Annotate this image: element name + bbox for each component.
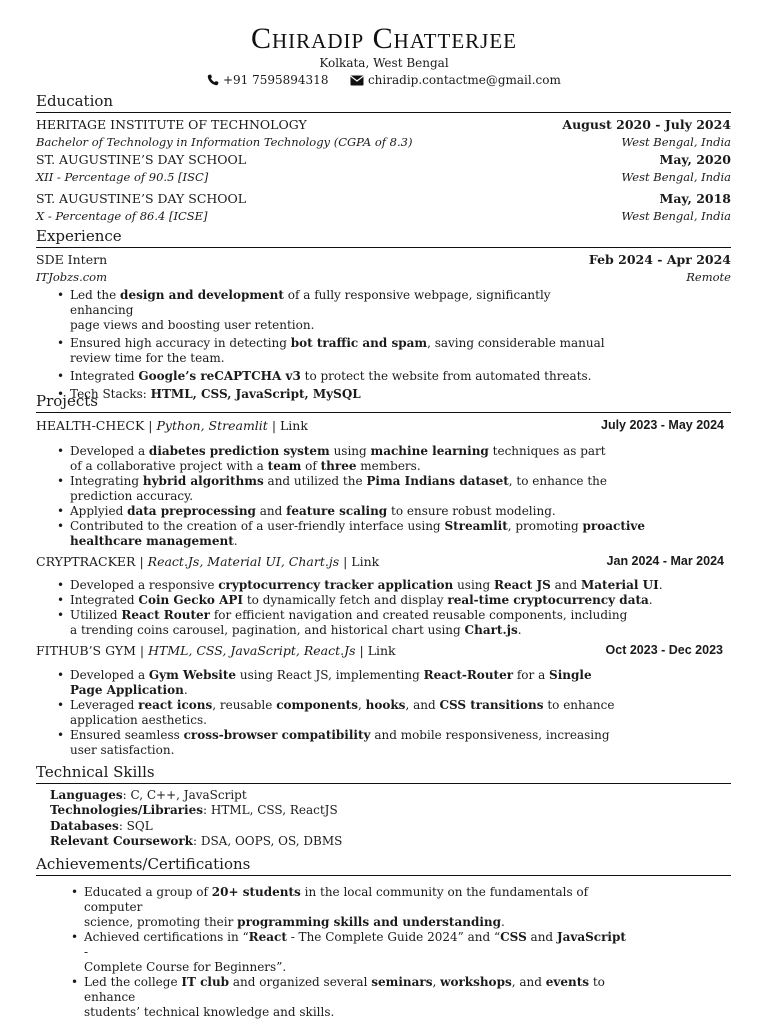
project-tech: Python, Streamlit <box>156 418 268 433</box>
project-dates: Jan 2024 - Mar 2024 <box>606 554 724 568</box>
education-detail-1 <box>36 135 731 149</box>
education-detail-3 <box>36 209 731 223</box>
section-heading-projects: Projects <box>36 392 731 413</box>
degree-text: Bachelor of Technology in Information Technology (CGPA of 8.3) <box>36 135 413 149</box>
education-place: West Bengal, India <box>621 209 731 223</box>
project-link[interactable]: Link <box>367 643 396 658</box>
work-mode: Remote <box>686 270 731 284</box>
experience-bullets <box>56 288 616 402</box>
section-heading-achievements: Achievements/Certifications <box>36 855 731 876</box>
bullet-item: • Integrating hybrid algorithms and utilized the Pima Indians dataset, to enhance the prediction accuracy. <box>56 474 656 504</box>
education-dates: May, 2018 <box>659 191 731 206</box>
project-link[interactable]: Link <box>280 418 308 433</box>
section-heading-education: Education <box>36 92 731 113</box>
envelope-icon <box>350 75 364 89</box>
phone-icon <box>207 74 219 89</box>
school-name: HERITAGE INSTITUTE OF TECHNOLOGY <box>36 117 307 132</box>
skill-row-languages: Languages: C, C++, JavaScript <box>50 788 247 802</box>
experience-dates: Feb 2024 - Apr 2024 <box>588 252 731 267</box>
bullet-item: • Educated a group of 20+ students in the local community on the fundamentals of computer science, promoting their programming skills and understanding. <box>70 885 630 930</box>
bullet-item: • Led the college IT club and organized several seminars, workshops, and events to enhance students’ technical knowledge and skills. <box>70 975 630 1020</box>
education-dates: May, 2020 <box>659 152 731 167</box>
project-title: CRYPTRACKER <box>36 554 136 569</box>
project-bullets-fithubs-gym <box>56 668 616 758</box>
bullet-item: • Developed a Gym Website using React JS, implementing React-Router for a Single Page Application. <box>56 668 616 698</box>
section-heading-skills: Technical Skills <box>36 763 731 784</box>
bullet-item: • Achieved certifications in “React - The Complete Guide 2024” and “CSS and JavaScript - Complete Course for Beginners”. <box>70 930 630 975</box>
experience-entry <box>36 252 731 267</box>
skill-row-databases: Databases: SQL <box>50 818 153 833</box>
education-place: West Bengal, India <box>621 170 731 184</box>
bullet-item: • Ensured seamless cross-browser compatibility and mobile responsiveness, increasing user satisfaction. <box>56 728 616 758</box>
project-tech: React.Js, Material UI, Chart.js <box>147 554 340 569</box>
bullet-item: • Applyied data preprocessing and feature scaling to ensure robust modeling. <box>56 504 656 519</box>
bullet-item: • Developed a responsive cryptocurrency tracker application using React JS and Material UI. <box>56 578 676 593</box>
project-bullets-cryptracker <box>56 578 676 638</box>
project-header-fithubs-gym: FITHUB’S GYM | HTML, CSS, JavaScript, React.Js | Link Oct 2023 - Dec 2023 <box>36 643 723 658</box>
bullet-item: • Integrated Google’s reCAPTCHA v3 to protect the website from automated threats. <box>56 369 616 384</box>
bullet-item: • Contributed to the creation of a user-friendly interface using Streamlit, promoting proactive healthcare management. <box>56 519 656 549</box>
education-place: West Bengal, India <box>621 135 731 149</box>
degree-text: X - Percentage of 86.4 [ICSE] <box>36 209 208 223</box>
bullet-item: • Ensured high accuracy in detecting bot traffic and spam, saving considerable manual review time for the team. <box>56 336 616 366</box>
school-name: ST. AUGUSTINE’S DAY SCHOOL <box>36 152 247 167</box>
bullet-item: • Utilized React Router for efficient navigation and created reusable components, including a trending coins carousel, pagination, and historical chart using Chart.js. <box>56 608 676 638</box>
phone-number[interactable]: +91 7595894318 <box>222 73 329 87</box>
section-heading-experience: Experience <box>36 227 731 248</box>
education-detail-2 <box>36 170 731 184</box>
project-header-cryptracker: CRYPTRACKER | React.Js, Material UI, Chart.js | Link Jan 2024 - Mar 2024 <box>36 554 724 569</box>
project-dates: Oct 2023 - Dec 2023 <box>605 643 723 657</box>
project-tech: HTML, CSS, JavaScript, React.Js <box>148 643 356 658</box>
project-bullets-health-check <box>56 444 656 549</box>
bullet-item: • Leveraged react icons, reusable components, hooks, and CSS transitions to enhance application aesthetics. <box>56 698 616 728</box>
contact-line <box>0 73 768 89</box>
project-title: HEALTH-CHECK <box>36 418 145 433</box>
education-entry-3 <box>36 191 731 206</box>
project-title: FITHUB’S GYM <box>36 643 136 658</box>
education-dates: August 2020 - July 2024 <box>562 117 731 132</box>
project-dates: July 2023 - May 2024 <box>601 418 724 432</box>
skill-row-coursework: Relevant Coursework: DSA, OOPS, OS, DBMS <box>50 833 343 848</box>
job-role: SDE Intern <box>36 252 108 267</box>
bullet-item: • Led the design and development of a fully responsive webpage, significantly enhancing page views and boosting user retention. <box>56 288 616 333</box>
company-name: ITJobzs.com <box>36 270 107 284</box>
school-name: ST. AUGUSTINE’S DAY SCHOOL <box>36 191 247 206</box>
education-entry-1 <box>36 117 731 132</box>
project-header-health-check: HEALTH-CHECK | Python, Streamlit | Link July 2023 - May 2024 <box>36 418 724 433</box>
bullet-item: • Integrated Coin Gecko API to dynamically fetch and display real-time cryptocurrency data. <box>56 593 676 608</box>
education-entry-2 <box>36 152 731 167</box>
skill-row-technologies: Technologies/Libraries: HTML, CSS, ReactJS <box>50 803 338 818</box>
email-address[interactable]: chiradip.contactme@gmail.com <box>367 73 561 87</box>
project-link[interactable]: Link <box>351 554 380 569</box>
experience-detail <box>36 270 731 284</box>
candidate-location: Kolkata, West Bengal <box>319 56 449 70</box>
candidate-name: Chiradip Chatterjee <box>250 22 517 55</box>
bullet-item: • Developed a diabetes prediction system using machine learning techniques as part of a collaborative project with a team of three members. <box>56 444 656 474</box>
degree-text: XII - Percentage of 90.5 [ISC] <box>36 170 209 184</box>
skills-list <box>50 788 342 849</box>
bullet-item: • Tech Stacks: HTML, CSS, JavaScript, MySQL <box>56 387 616 402</box>
achievement-bullets <box>70 885 630 1020</box>
